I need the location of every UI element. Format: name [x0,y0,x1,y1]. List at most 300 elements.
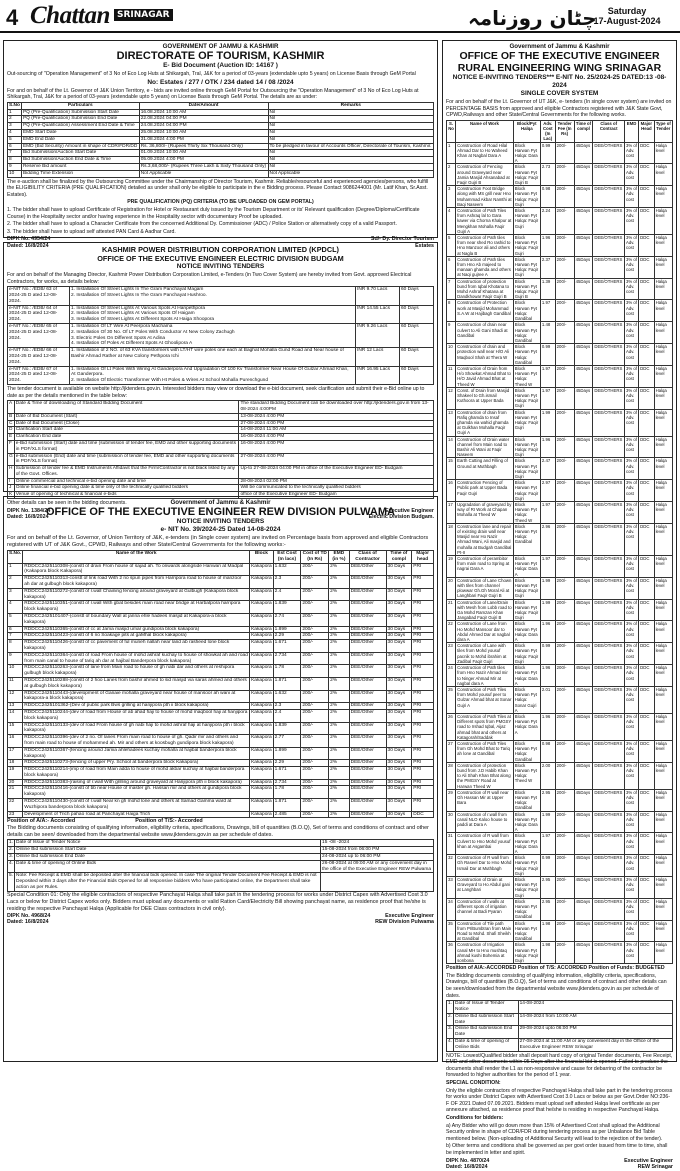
rew-table-cell: DEE/Other [349,677,386,690]
rural-table-cell: 2.24 [540,208,555,235]
rew-table-cell: RDDCC2425110364-(constt of road From house of mohd ashraf kuchay to house of showkat ah and road from main canal to house of tariq ah dar at hajibal Banderpora block kakapora) [24,652,248,664]
rew-table-cell: Kakapora [251,811,272,817]
rural-table-cell: 200/- [555,577,574,599]
kpdcl-works-table [7,286,434,385]
rew-table-cell: Kakapora [250,799,274,812]
rew-lead: For and on behalf of the Lt. Governor, of Union Territory of J&K, e-tenders (in Single cover system) are invited on Percentage basis from approved and eligible Contractors registered with UT of J&K Govt., CPWD, Railways and other State/Central Governments for the following works:- [7,535,429,548]
rew-table-cell: 200/- [301,613,329,626]
rural-table-cell: 30 [447,811,456,833]
rural-table-cell: DDC [639,322,654,344]
rural-schedule-cell: 4. [447,1039,454,1052]
rural-table-cell: 1.99 [540,577,555,599]
rew-table-cell: RDDCC2425110244-(dev of road from House of ab ahad haji to house of mohd maqbool haji at hanjipora block kakapora) [23,709,250,722]
rural-table-cell: 31 [447,833,456,855]
rew-table-cell: 30 Days [386,588,412,601]
rural-table-cell: Halqa level [654,502,672,524]
rural-table-cell: Construction of Path tiles from Hno Nazir Ahmad mir to Ninger Ahmad Mir at nagbal dara A [456,665,514,687]
rural-table-row [447,811,673,833]
tourism-table-row [8,109,434,116]
rural-table-cell: 1.97 [540,833,555,855]
rural-table-cell: DEE/OTHERS [593,387,625,409]
rural-table-cell: 3% of Adv. cost [624,458,638,480]
rural-table-cell: 11 [447,365,456,387]
rural-table-cell: Block Harwan Pyt Halqa: Dara A [513,142,540,164]
rural-table-cell: 3% of Adv. cost [624,898,638,920]
rural-table-cell: Block Harwan Pyt Halqa: Dara A [513,621,540,643]
kpdcl-schedule-cell: Clarification End date [14,434,239,441]
rural-table-cell: 3% of Adv. cost [624,164,638,186]
rural-table-cell: Construction of Drain from H/o Showkat Ahmad Bhat to H/O Javid Ahmad Bhat at Theed W [456,365,514,387]
tourism-table-cell: Not Applicable [268,170,433,177]
rural-table-cell: DEE/OTHERS [593,458,625,480]
rural-schedule-cell: Online Bid submission Start Date [454,1013,519,1026]
tourism-table-cell: EMD (Bid Security) Amount in shape of CDR/FDR/DD [22,143,138,149]
rew-table-cell: Development of Trich pahao road at Panchayat Haiga Trich [23,811,250,818]
tourism-table-cell: 3 [8,123,22,130]
rew-table-row [8,735,434,748]
kpdcl-works-cell [70,348,356,366]
kpdcl-schedule-cell: 16-08-2024 4:00 PM [239,440,434,453]
rew-table-cell: 30 Days [386,626,412,633]
rew-table-cell: 30 Days [386,613,412,626]
rural-table-header-cell: Tender Fee (In Rs) [555,120,574,142]
rural-table-cell: Block Harwan Pyt Halqa: Gandibal [513,789,540,811]
rural-table-cell: DDC [639,436,654,458]
rural-table-cell: DEE/OTHERS [593,278,625,300]
rural-table-cell: 3% of Adv. cost [624,365,638,387]
kpdcl-cost: INR 16.95 Lacs [356,366,400,384]
rural-table-cell: 3% of Adv. cost [624,686,638,713]
kpdcl-schedule-cell: F [8,440,15,453]
rural-table-cell: DDC [639,789,654,811]
rural-table-cell: 10 [447,344,456,366]
kpdcl-schedule-row [8,420,434,427]
rural-table-cell: DEE/OTHERS [593,256,625,278]
rural-table-cell: 23 [447,643,456,665]
rew-table-cell: DEE/Other [349,633,386,640]
tourism-table-cell: 1 [8,109,22,116]
rural-table-cell: Construction of r.wall from canal NLO Kaloo house to paddi at Dara A [456,811,514,833]
rew-table-cell: 200/- [301,563,329,576]
rural-table-cell: Halqa level [654,322,672,344]
rew-dipk: DIPK No. 4968/24 [7,912,51,919]
rew-table-cell: 1.671 [273,767,301,780]
rural-table-cell: Construction of Protection work at Masjid Mohammad S.A.W at Hajibagh Gandibal [456,300,514,322]
rew-table-cell: 2% [329,665,349,678]
rural-table-cell: Construction of protection bund from Iqbal Khotana to Mohd Ashraf Khatana at Dandkhowar Faqir Gujri B [456,278,514,300]
rural-table-row [447,322,673,344]
tourism-table-cell: 31.08.2024 4:00 PM [139,136,268,143]
rural-table-cell: 3% of Adv. cost [624,344,638,366]
rural-table-cell: 2.47 [540,458,555,480]
rew-table-cell: 200/- [301,703,329,710]
rural-schedule-cell: 1. [447,1001,454,1014]
rew-table-cell: 2% [329,799,349,812]
rural-table-cell: Halqa level [654,300,672,322]
rew-table-cell: RDDCC2425110273-(fencing of upper Pry. School at banderpora block Kakapora) [23,760,250,767]
rural-table-cell: 2.73 [540,164,555,186]
rural-table-cell: DEE/OTHERS [593,344,625,366]
rural-table-cell: Block Harwan Pyt Halqa: Theed W [513,762,540,789]
rural-table-cell: Block Harwan Pyt Halqa: Faqir Gujri B [513,278,540,300]
rural-table-row [447,556,673,578]
rural-table-cell: Construction of r.walls at different spots of irrigation channel at Badi Pyaran [456,898,514,920]
rew-table-cell: 1.632 [273,563,301,576]
rew-table-row [8,767,434,780]
rural-table-cell: 3% of Adv. cost [624,523,638,555]
rural-table-cell: 200/- [555,458,574,480]
rural-table-cell: Construction of Path Tiles from Ashraq lal to Gara kawer via Chorna Khalpur at Mengkhan Mohalla Faqir Gujri A [457,208,512,234]
rew-pulwama-notice [3,496,438,1062]
rural-table-cell: DDC [639,762,654,789]
rural-table-cell: 45Days [574,713,593,740]
kpdcl-title-2: OFFICE OF THE EXECUTIVE ENGINEER ELECTRIC DIVISION BUDGAM [97,254,344,263]
rural-table-cell: DDC [639,833,654,855]
rural-condition-a: a) Any Bidder who will go down more than 15% of Advertised Cost shall upload the Additional Security online in shape of CDR/FDR during tendering process as per Unbalance Bid Table mentioned below. (Non-uploading of Additional Security will lead to the rejection of the tender). [446,1122,663,1142]
rural-table-cell: Halqa level [654,740,672,762]
rural-table-cell: Block Harwan Pyt Halqa: Gandibal [513,344,540,366]
rew-table-row [8,677,434,690]
rural-table-cell: DEE/OTHERS [593,365,625,387]
rural-table-cell: 45Days [574,877,593,899]
rural-table-row [447,300,673,322]
rew-table-cell: PRI [412,633,434,640]
rural-table-cell: 1.97 [540,502,555,524]
rural-table-row [447,599,673,621]
rew-table-cell: 200/- [301,576,329,589]
rural-table-cell: Halqa level [654,523,672,555]
kpdcl-work-item: 3. Electric Poles On Different Spots At Adina [71,335,166,341]
rew-table-cell: Kakapora [251,703,272,709]
rural-table-cell: 45Days [574,322,593,344]
rural-table-cell: 45Days [574,480,593,502]
rew-table-cell: 12 [8,690,23,703]
rew-table-cell: RDDCC2425110272-(constt of r.wall Chaining fencing around graveyard at Gulbugh (Kakapora block kakapora) [23,588,250,601]
rew-schedule-row [8,873,434,891]
rural-gov: Government of Jammu & Kashmir [509,43,610,50]
rural-table-cell: 28 [447,762,456,789]
rew-table-cell: RDDCC2425110288-(constt of 2 hoo Lanes from bashir ahmed to sid masjid via saras ahmed and others at gulbugh block kakapora) [23,677,250,690]
rural-table-cell: Halqa level [654,278,672,300]
rew-table-cell: 1.632 [273,690,301,703]
rew-table-cell: 30 Days [386,665,412,678]
rew-table-cell: RDDCC2425110133-(dev of road From house of gh nabi haji to mohd ashraf haji at hanjipora pth i block kakapora) [23,722,250,735]
rew-table-cell: DEE/Other [349,811,386,818]
kpdcl-work-item: 1. Installation Of Street Lights At Various Spots At Haripethpora [71,305,206,311]
rew-table-cell: PRI [412,760,434,767]
rural-table-cell: 200/- [555,523,574,555]
kpdcl-period: 60 Days [400,348,434,366]
rural-table-row [447,523,673,555]
rew-table-row [8,626,434,633]
kpdcl-schedule-cell: I [8,478,15,485]
kpdcl-cost: INR 9.26 Lacs [356,323,400,347]
kpdcl-period: 60 Days [400,305,434,323]
rural-table-cell: 33 [447,877,456,899]
rural-table-cell: DEE/OTHERS [593,577,625,599]
rural-table-cell: DDC [639,480,654,502]
rural-table-cell: 200/- [555,855,574,877]
rew-table-cell: Kakapora [251,760,272,766]
rew-table-row [8,799,434,812]
rural-table-cell: 3% of Adv. cost [624,322,638,344]
rew-table-cell: PRI [412,735,434,748]
tourism-title: DIRECTORATE OF TOURISM, KASHMIR [116,50,325,62]
rew-table-cell: 200/- [301,779,329,786]
kpdcl-period: 60 Days [400,323,434,347]
rew-sign-2: REW Division Pulwama [375,919,434,926]
rural-table-cell: 3% of Adv. cost [624,256,638,278]
kpdcl-tender-row [8,287,434,305]
rural-table-cell: 22 [447,621,456,643]
kpdcl-schedule-cell: D [9,427,13,433]
rural-table-cell: 45Days [574,256,593,278]
rural-table-cell: Halqa level [654,855,672,877]
rew-table-cell: Kakapora [250,640,274,653]
rural-table-cell: DEE/OTHERS [593,789,625,811]
rural-table-cell: Block Harwan Pyt Halqa: Gandibal [513,322,540,344]
rural-table-cell: 32 [447,855,456,877]
kpdcl-schedule-cell: H [8,466,15,479]
kpdcl-tender-row [8,348,434,366]
rew-table-row [8,665,434,678]
rural-table-header-cell: Time of compl [574,120,593,142]
rural-table-cell: DEE/OTHERS [593,665,625,687]
rural-table-row [447,365,673,387]
rural-table-row [447,713,673,740]
rural-condition-b: b) Other terms and conditions shall be governed as per govt order issued from time to time, shall be implemented in letter and spirit. [446,1143,668,1156]
rural-table-cell: 1.97 [540,387,555,409]
rew-table-cell: 9 [8,652,23,665]
rew-table-cell: RDDCC2425110313-constt of link road With 2 no spun pipes from Harripora road to house of manzoor ah dar at gulbugh block kakapora) [23,576,250,589]
rural-table-cell: Halqa level [654,556,672,578]
rew-table-cell: 30 Days [386,576,412,589]
rural-table-cell: Block Harwan Pyt Halqa: Faqir Gujri [513,577,540,599]
rew-schedule-cell: 24-08-2024 up to 06:00 PM [321,854,434,861]
rew-table-cell: DDC [412,811,434,818]
tourism-table-cell: 16.08.2024 10:00 AM [139,109,268,116]
kpdcl-schedule-cell: Will be communicated to the technically qualified bidders [239,485,434,492]
rew-table-cell: 15 [8,722,23,735]
kpdcl-work-item: 2. Installation Of Street Lights In The Gram Panchayat Hushroo. [71,292,207,298]
rural-table-cell: 45Days [574,409,593,436]
issue-date-box [578,6,676,26]
rew-table-cell: 3 [8,588,23,601]
kpdcl-title-1: KASHMIR POWER DISTRIBUTION CORPORATION LIMITED (KPDCL) [101,245,339,254]
rew-subtitle-1: NOTICE INVITING TENDERS [176,518,265,525]
rew-table-cell: 30 Days [386,709,412,722]
kpdcl-schedule-row [8,401,434,414]
rural-table-cell: 3% of Adv. cost [624,480,638,502]
rew-table-cell: 6 [8,626,23,633]
rew-table-cell: 2% [329,652,349,665]
rew-table-cell: 2.29 [273,633,301,640]
rural-dipk: DIPK No. 4870/24 [446,1157,490,1164]
rew-table-cell: 21 [8,786,23,799]
tourism-schedule-table [7,102,434,178]
tourism-ref: No: Estates / 277 / OTK / 234 dated 14 / 08 /2024 [147,78,294,86]
rural-table-cell: 200/- [555,208,574,235]
tourism-note-5: 3. The bidder shall have to upload self attested PAN Card & Aadhar Card. [7,228,176,235]
rew-table-cell: 30 Days [386,640,412,653]
rural-table-cell: 45Days [574,740,593,762]
rural-table-cell: DEE/OTHERS [593,740,625,762]
rew-table-header-cell: EMD (in %) [329,551,349,564]
rew-table-cell: 1.78 [273,786,301,799]
rural-table-cell: 200/- [555,344,574,366]
rew-table-cell: PRI [412,563,434,576]
rew-table-cell: Kakapora [250,690,274,703]
rural-table-cell: 3% of Adv. cost [624,502,638,524]
rew-table-cell: 30 Days [386,722,412,735]
kpdcl-lead: For and on behalf of the Managing Director, Kashmir Power Distribution Corporation Limited, e-Tenders (in Two Cover System) are hereby invited from Govt. approved Electrical Contractors, for works, as details below: [7,272,412,285]
rural-table-cell: DEE/OTHERS [593,322,625,344]
rural-table-cell: Halqa level [654,599,672,621]
rew-table-header-cell: S.No. [8,551,23,564]
rural-table-cell: 29 [447,789,456,811]
rural-table-cell: DDC [639,256,654,278]
rural-table-cell: 2.00 [540,762,555,789]
rural-table-cell: 200/- [555,436,574,458]
rural-table-cell: 26 [447,713,456,740]
rew-table-cell: 30 Days [386,690,412,703]
rural-table-cell: Const. of Drain from Masjid Shakeel to Gh.ismail Kuthoora at Upper Bada [456,387,514,409]
rew-table-cell: Kakapora [250,563,274,576]
rural-table-cell: Block Harwan Pyt Halqa: Faqir Gujri [513,480,540,502]
rural-table-cell: Halqa level [654,436,672,458]
rew-table-cell: RDDCC2425110365-(constt of cc at Jama masjid umar gundipora block kakapora) [23,626,250,633]
rew-table-row [8,576,434,589]
rural-table-cell: DDC [639,811,654,833]
rew-table-cell: 1.839 [273,722,301,735]
rural-schedule-cell: 14-08-2024 from 10:00 AM [518,1013,672,1026]
rew-table-cell: 30 Days [386,779,412,786]
rural-table-cell: 200/- [555,643,574,665]
rural-table-cell: 200/- [555,811,574,833]
rural-table-cell: DDC [639,686,654,713]
rural-schedule-cell: Date & time of opening of Online Bids [454,1039,519,1052]
rural-table-cell: 200/- [555,762,574,789]
rural-table-cell: 2 [447,164,456,186]
rural-table-header-cell: EMD [624,120,638,142]
kpdcl-schedule-cell: J [8,485,15,492]
rew-table-cell: Kakapora [251,633,272,639]
kpdcl-schedule-cell: Date & Time of downloading of Standard Bidding Document [14,401,239,414]
rural-table-cell: 45Days [574,556,593,578]
rural-table-row [447,833,673,855]
rew-table-cell: DEE/Other [349,747,386,760]
kpdcl-sign-1: Executive Engineer [385,507,434,514]
rural-table-cell: 1.97 [540,556,555,578]
rew-table-cell: 2% [329,613,349,626]
rew-table-cell: 200/- [301,811,329,818]
rural-table-cell: DDC [639,577,654,599]
tourism-table-cell: 24.08.2024 04:00 PM [139,123,268,130]
rural-table-cell: 9 [447,322,456,344]
rew-table-cell: Kakapora [250,786,274,799]
tourism-table-cell: PQ (Pre-Qualification) Submission Start Date [21,109,139,116]
rural-table-cell: Construction of Drain at Graveyard to Ho Abdul gani at Langhbari [456,877,514,899]
rural-table-cell: DEE/OTHERS [593,686,625,713]
rural-table-cell: Block Harwan Pyt Halqa: Faqir Gujri B [513,164,540,186]
tourism-pq-heading: PRE QUALIFICATION (PQ) CRITERIA (TO BE UPLOADED ON GEM PORTAL) [127,199,314,206]
kpdcl-schedule-table [7,400,434,499]
rural-table-row [447,789,673,811]
rural-table-cell: 45Days [574,577,593,599]
rural-table-cell: DEE/OTHERS [593,502,625,524]
rural-table-cell: 3% of Adv. cost [624,387,638,409]
rural-table-cell: Construction of Path Tiles from Mohd yousuf peer to Gulzar Ahmad bhat at Sonar Gujri A [456,686,514,713]
rural-table-cell: 3% of Adv. cost [624,621,638,643]
rural-table-row [447,942,673,964]
rural-table-cell: 200/- [555,387,574,409]
rew-table-cell: 30 Days [386,767,412,780]
newspaper-logo: Chattan [30,2,110,29]
rural-table-cell: Construction of Lane/Drain with Mesh from Lobb road to Ga Mohd Ramzan Khan Jangabad Faqir Gujri B [457,599,512,621]
rural-table-cell: Halqa level [654,344,672,366]
rew-table-cell: 2% [329,747,349,760]
kpdcl-work-item: 2. Installation Of Electric Transformer With Ht Poles & Wires At School Mohalla Purenchgund [71,378,269,384]
rural-table-cell: Halqa level [654,833,672,855]
rural-table-cell: 45Days [574,458,593,480]
rew-table-cell: 2% [329,722,349,735]
rural-table-cell: Halqa level [654,387,672,409]
tourism-table-cell: Nil [268,109,433,116]
kpdcl-works-cell [70,366,356,384]
rew-table-cell: 200/- [301,601,329,614]
rural-table-cell: 45Days [574,235,593,257]
rew-table-cell: 2% [329,588,349,601]
tourism-table-cell: 6 [8,143,22,150]
kpdcl-tender-row [8,366,434,384]
issue-day: Saturday [607,6,647,16]
rural-table-cell: 200/- [555,740,574,762]
rural-table-row [447,740,673,762]
kpdcl-nit: e-NIT No.: /EDB/ 66 of 2024-25 D ated 12-08-2024. [8,348,70,366]
rural-table-cell: 1.97 [540,365,555,387]
rew-table-cell: 5 [8,613,23,626]
rew-table-cell: 200/- [301,677,329,690]
rural-table-cell: DEE/OTHERS [593,920,625,942]
rew-table-cell: DEE/Other [349,767,386,780]
rew-table-cell: 30 Days [386,811,412,818]
rural-table-cell: 8 [447,300,456,322]
rural-table-cell: 3% of Adv. cost [624,740,638,762]
tourism-table-row [8,170,434,177]
rural-table-cell: Block Harwan Pyt Halqa: Faqir Gujri [513,436,540,458]
rew-table-cell: 1.899 [273,626,301,633]
rural-table-cell: 45Days [574,762,593,789]
tourism-table-cell: Bid Submission/Auction Start Date [21,150,139,157]
rural-table-cell: Construction of R wall from Gh Raseel Dar to Hno Mohd Ismail Dar at Muthbagh [456,855,514,877]
tourism-note-1: The e-auction shall be finalized by the Outsourcing Committee under the Chairmanship of Director Tourism, Kashmir. Reliable/resourceful and experienced agencies/persons, who fulfill the ELIGIBILITY CRITERIA (PRE QUALIFICATION) detailed as under shall only be eligible to participate in the e Bidding process. Please Contact 9086244001 (Mr. Latif Khan, Sr.Asst. Estates). [7,178,429,198]
rural-table-cell: Halqa level [654,621,672,643]
rew-title: OFFICE OF THE EXECUTIVE ENGINEER REW DIVISION PULWAMA [46,506,395,518]
rural-table-cell: DEE/OTHERS [593,855,625,877]
rural-table-cell: 200/- [555,502,574,524]
rew-table-cell: Kakapora [250,747,274,760]
rew-table-cell: 20 [8,779,23,786]
rural-table-cell: 200/- [555,877,574,899]
rural-table-cell: Halqa level [654,898,672,920]
rew-schedule-cell: 3. [9,854,14,860]
rural-table-cell: 45Days [574,665,593,687]
rew-table-cell: DEE/Other [349,779,386,786]
masthead [0,0,680,33]
tourism-table-cell: Nil [268,129,433,136]
rew-table-cell: 2.77 [273,735,301,748]
rural-table-cell: 45Days [574,811,593,833]
